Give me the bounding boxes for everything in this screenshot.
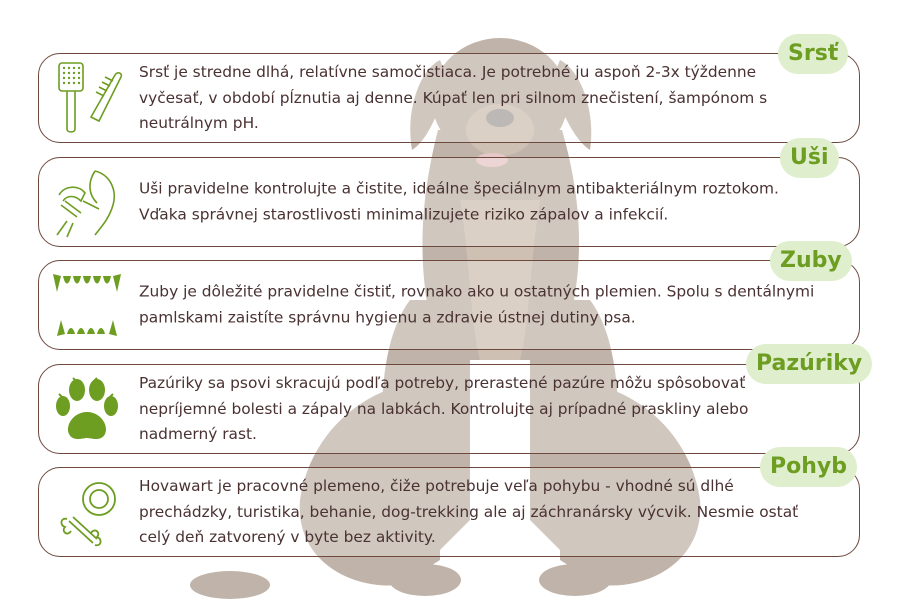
srst-description: Srsť je stredne dlhá, relatívne samočistiaca. Je potrebné ju aspoň 2-3x týždenne vyčesať, v období pĺznutia aj denne. Kúpať len pri silnom znečistení, šampónom s neutrálnym pH. [139, 62, 768, 132]
card-usi [38, 157, 860, 247]
usi-description: Uši pravidelne kontrolujte a čistite, ideálne špeciálnym antibakteriálnym roztokom. Vďaka správnej starostlivosti minimalizujete riziko zápalov a infekcií. [139, 179, 779, 223]
tag-srst: Srsť [778, 34, 848, 74]
paw-icon [47, 368, 129, 450]
pohyb-description: Hovawart je pracovné plemeno, čiže potrebuje veľa pohybu - vhodné sú dlhé prechádzky, turistika, behanie, dog-trekking ale aj záchranársky výcvik. Nesmie ostať celý deň zatvorený v byte bez aktivity. [139, 476, 799, 546]
tag-pohyb: Pohyb [760, 447, 857, 487]
tag-usi: Uši [780, 138, 839, 178]
grooming-brush-icon [47, 57, 129, 139]
bone-and-ball-icon [47, 471, 129, 553]
pazuriky-description: Pazúriky sa psovi skracujú podľa potreby, prerastené pazúre môžu spôsobovať nepríjemné bolesti a zápaly na labkách. Kontrolujte aj prípadné praskliny alebo nadmerný rast. [139, 373, 749, 443]
tag-pazuriky: Pazúriky [746, 344, 872, 384]
dog-teeth-icon [47, 264, 129, 346]
tag-zuby: Zuby [770, 241, 852, 281]
card-srst [38, 53, 860, 143]
zuby-description: Zuby je dôležité pravidelne čistiť, rovnako ako u ostatných plemien. Spolu s dentálnymi pamlskami zaistíte správnu hygienu a zdravie ústnej dutiny psa. [139, 282, 815, 326]
card-zuby [38, 260, 860, 350]
card-pohyb [38, 467, 860, 557]
ear-cleaning-icon [47, 161, 129, 243]
card-pazuriky [38, 364, 860, 454]
